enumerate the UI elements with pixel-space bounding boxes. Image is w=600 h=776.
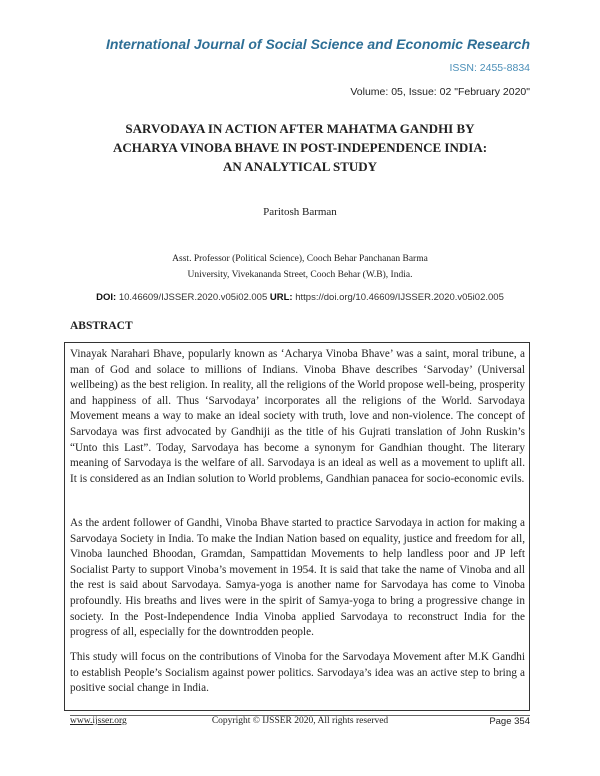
doi-line (70, 292, 530, 303)
affiliation (70, 251, 530, 283)
volume-issue: Volume: 05, Issue: 02 "February 2020" (350, 86, 530, 98)
abstract-paragraph: This study will focus on the contributions of Vinoba for the Sarvodaya Movement after M.K Gandhi to establish People’s Socialism against power politics. Sarvodaya’s idea was an active step to bring a positive social change in India. (70, 651, 525, 695)
doi-label: DOI: (96, 292, 117, 303)
page-number: Page 354 (489, 716, 530, 727)
abstract-paragraph: Vinayak Narahari Bhave, popularly known as ‘Acharya Vinoba Bhave’ was a saint, moral tribune, a man of God and solace to millions of Indians. Vinoba Bhave describes ‘Sarvoday’ (Universal wellbeing) as the best religion. In reality, all the religions of the World propose well-being, prosperity and happiness of all. Thus ‘Sarvodaya’ incorporates all the religions of the World. Sarvodaya Movement means a way to make an ideal society with truth, love and non-violence. The concept of Sarvodaya was first advocated by Gandhiji as the title of his Gujrati translation of John Ruskin’s “Unto this Last”. Today, Sarvodaya has become a synonym for Gandhian thought. The literary meaning of Sarvodaya is the welfare of all. Sarvodaya is an ideal as well as a movement to uplift all. It is considered as an Indian solution to World problems, Gandhian panacea for socio-economic evils. (70, 348, 525, 485)
affiliation-line: Asst. Professor (Political Science), Cooch Behar Panchanan Barma (172, 254, 428, 264)
title-line: SARVODAYA IN ACTION AFTER MAHATMA GANDHI BY (125, 121, 475, 136)
url-link[interactable]: https://doi.org/10.46609/IJSSER.2020.v05i02.005 (295, 292, 504, 303)
doi-value[interactable]: 10.46609/IJSSER.2020.v05i02.005 (118, 292, 268, 303)
paper-title (70, 119, 530, 176)
abstract-paragraph: As the ardent follower of Gandhi, Vinoba Bhave started to practice Sarvodaya in action for making a Sarvodaya Society in India. To make the Indian Nation based on equality, justice and freedom for all, Vinoba launched Bhoodan, Gramdan, Sampattidan Movements to help landless poor and JP left Socialist Party to support Vinoba’s movement in 1954. It is said that take the name of Vinoba and all the rest is said about Sarvodaya. Samya-yoga is another name for Sarvodaya has come to Vinoba profoundly. His breaths and lives were in the spirit of Samya-yoga to bring a progressive change in society. In the Post-Independence India Vinoba applied Sarvodaya to reconstruct India for the progress of all, especially for the downtrodden people. (70, 517, 525, 639)
title-line: ACHARYA VINOBA BHAVE IN POST-INDEPENDENCE INDIA: (112, 140, 488, 155)
journal-name: International Journal of Social Science and Economic Research (105, 36, 530, 52)
author-name: Paritosh Barman (263, 206, 337, 218)
affiliation-line: University, Vivekananda Street, Cooch Behar (W.B), India. (187, 270, 413, 280)
title-line: AN ANALYTICAL STUDY (222, 159, 378, 174)
issn: ISSN: 2455-8834 (449, 62, 530, 74)
abstract-heading: ABSTRACT (70, 320, 133, 332)
footer-copyright: Copyright © IJSSER 2020, All rights reserved (211, 716, 389, 726)
url-label: URL: (269, 292, 293, 303)
footer-site-link[interactable]: www.ijsser.org (70, 716, 127, 726)
